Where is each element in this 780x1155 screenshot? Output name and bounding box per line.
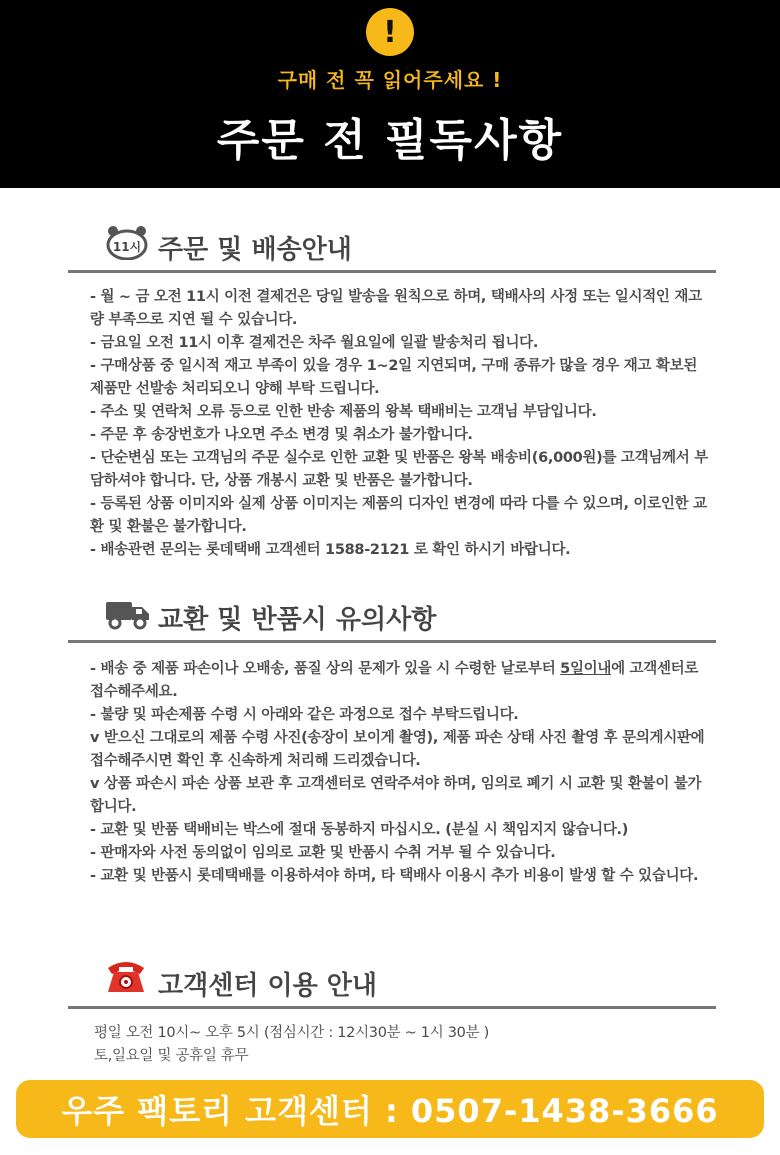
customer-center-phone: 우주 팩토리 고객센터 : 0507-1438-3666	[61, 1092, 719, 1130]
alarm-clock-icon	[104, 224, 150, 264]
holiday-line: 토,일요일 및 공휴일 휴무	[94, 1048, 249, 1064]
section-exchange-return-body	[90, 658, 710, 888]
deadline-text: 5일이내	[560, 661, 612, 677]
notice-line: - 등록된 상품 이미지와 실제 상품 이미지는 제품의 디자인 변경에 따라 다를 수 있으며, 이로인한 교환 및 환불은 불가합니다.	[90, 496, 707, 535]
section-customer-center-body	[94, 1022, 714, 1068]
notice-line: - 월 ~ 금 오전 11시 이전 결제건은 당일 발송을 원칙으로 하며, 택배사의 사정 또는 일시적인 재고량 부족으로 지연 될 수 있습니다.	[90, 289, 702, 328]
red-telephone-icon	[104, 956, 148, 1000]
notice-line: - 배송 중 제품 파손이나 오배송, 품질 상의 문제가 있을 시 수령한 날로부터 5일이내에 고객센터로 접수해주세요.	[90, 661, 699, 700]
page-title: 주문 전 필독사항	[216, 115, 564, 166]
section-exchange-return-header	[68, 596, 716, 643]
header-banner	[0, 0, 780, 188]
exclamation-symbol: !	[383, 14, 397, 50]
section-title: 고객센터 이용 안내	[158, 971, 378, 1001]
notice-line: v 상품 파손시 파손 상품 보관 후 고객센터로 연락주셔야 하며, 임의로 폐기 시 교환 및 환불이 불가합니다.	[90, 776, 702, 815]
customer-center-banner	[16, 1080, 764, 1138]
hours-line: 평일 오전 10시~ 오후 5시 (점심시간 : 12시30분 ~ 1시 30분 )	[94, 1025, 489, 1041]
notice-line: - 판매자와 사전 동의없이 임의로 교환 및 반품시 수취 거부 될 수 있습니다.	[90, 845, 556, 861]
delivery-truck-icon	[104, 596, 152, 634]
header-subtitle: 구매 전 꼭 읽어주세요 !	[277, 68, 503, 92]
section-order-shipping-header	[68, 226, 716, 273]
notice-line: - 교환 및 반품시 롯데택배를 이용하셔야 하며, 타 택배사 이용시 추가 비용이 발생 할 수 있습니다.	[90, 868, 699, 884]
section-order-shipping-body	[90, 286, 710, 562]
notice-line: - 주문 후 송장번호가 나오면 주소 변경 및 취소가 불가합니다.	[90, 427, 473, 443]
notice-line: - 구매상품 중 일시적 재고 부족이 있을 경우 1~2일 지연되며, 구매 종류가 많을 경우 재고 확보된 제품만 선발송 처리되오니 양해 부탁 드립니다.	[90, 358, 698, 397]
notice-line: v 받으신 그대로의 제품 수령 사진(송장이 보이게 촬영), 제품 파손 상태 사진 촬영 후 문의게시판에 접수해주시면 확인 후 신속하게 처리해 드리겠습니다.	[90, 730, 705, 769]
section-title: 주문 및 배송안내	[158, 235, 352, 265]
notice-line: - 주소 및 연락처 오류 등으로 인한 반송 제품의 왕복 택배비는 고객님 부담입니다.	[90, 404, 597, 420]
section-customer-center-header	[68, 962, 716, 1009]
section-title: 교환 및 반품시 유의사항	[158, 605, 437, 635]
notice-line: - 금요일 오전 11시 이후 결제건은 차주 월요일에 일괄 발송처리 됩니다.	[90, 335, 539, 351]
notice-line: - 단순변심 또는 고객님의 주문 실수로 인한 교환 및 반품은 왕복 배송비(6,000원)를 고객님께서 부담하셔야 합니다. 단, 상품 개봉시 교환 및 반품은 불가합니다.	[90, 450, 708, 489]
clock-label: 11시	[112, 240, 142, 254]
notice-line: - 불량 및 파손제품 수령 시 아래와 같은 과정으로 접수 부탁드립니다.	[90, 707, 519, 723]
exclamation-icon	[366, 8, 414, 56]
notice-line: - 교환 및 반품 택배비는 박스에 절대 동봉하지 마십시오. (분실 시 책임지지 않습니다.)	[90, 822, 629, 838]
notice-line: - 배송관련 문의는 롯데택배 고객센터 1588-2121 로 확인 하시기 바랍니다.	[90, 542, 571, 558]
